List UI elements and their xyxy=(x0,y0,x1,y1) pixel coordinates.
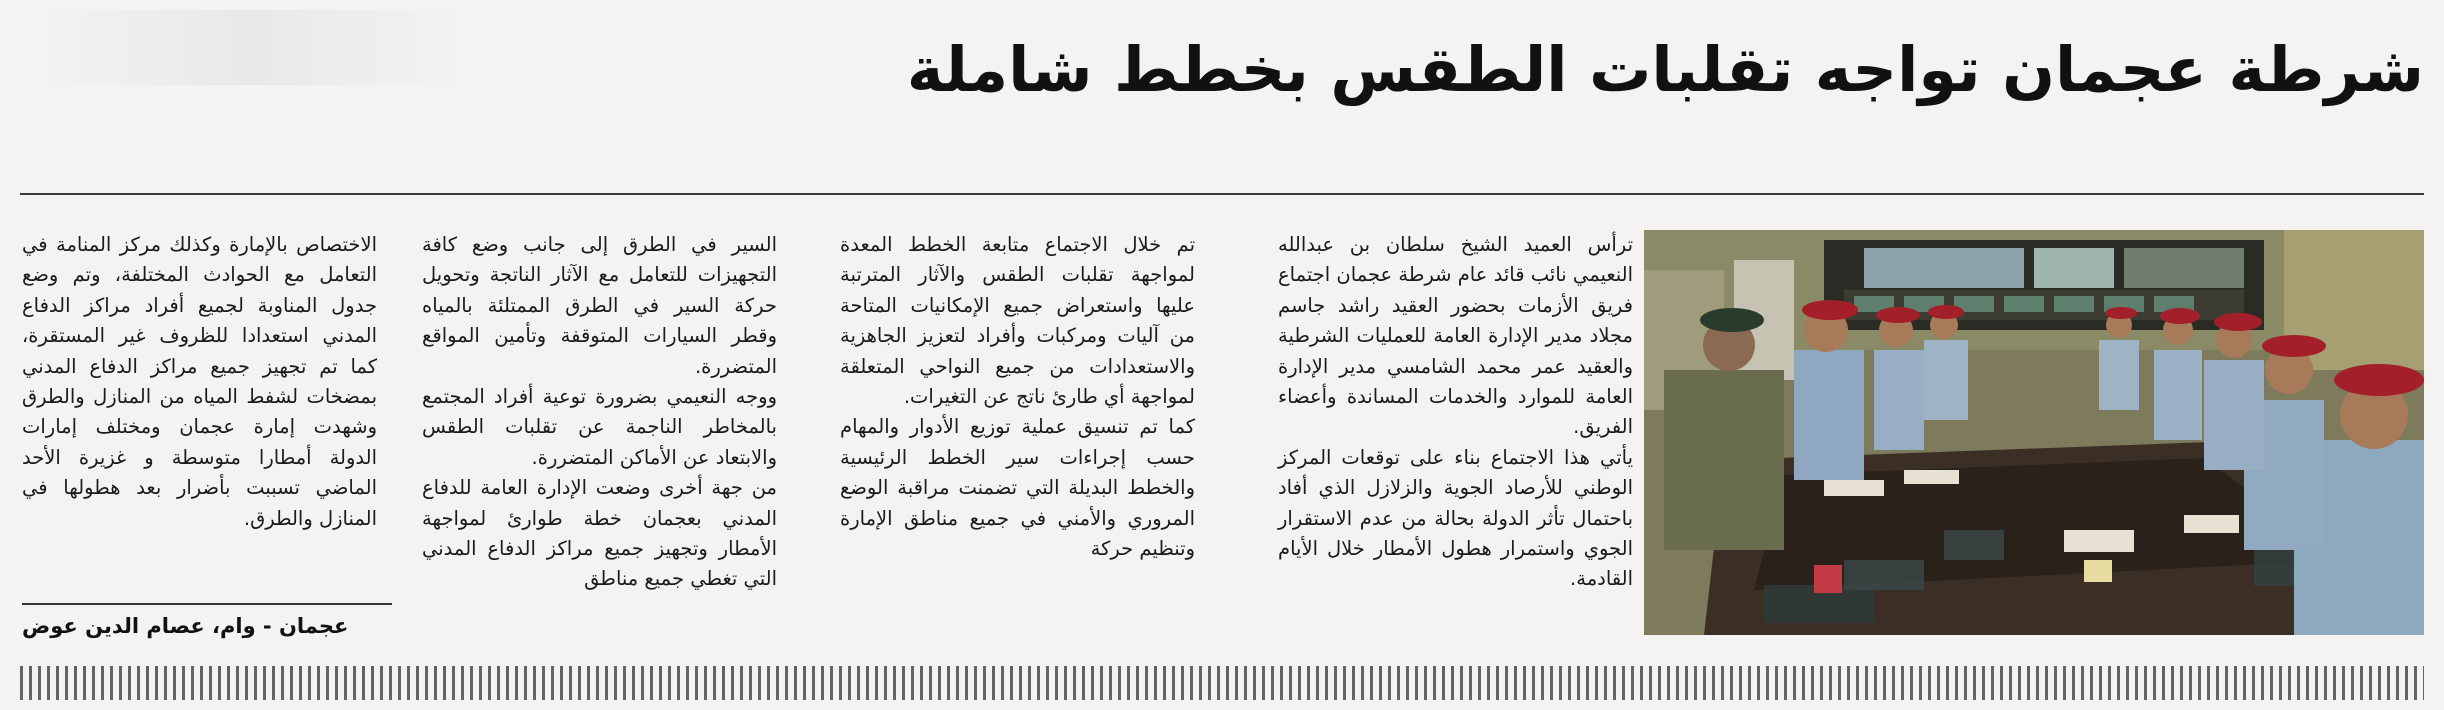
article-column-2 xyxy=(840,230,1195,564)
paragraph: من جهة أخرى وضعت الإدارة العامة للدفاع المدني بعجمان خطة طوارئ لمواجهة الأمطار وتجهيز جميع مراكز الدفاع المدني التي تغطي جميع مناطق xyxy=(422,476,777,591)
article-column-4 xyxy=(22,230,377,534)
paragraph: كما تم تنسيق عملية توزيع الأدوار والمهام حسب إجراءات سير الخطط الرئيسية والخطط البديلة التي تضمنت مراقبة الوضع المروري والأمني في جميع مناطق الإمارة وتنظيم حركة xyxy=(840,415,1195,561)
headline-rule xyxy=(20,193,2424,195)
paragraph: يأتي هذا الاجتماع بناء على توقعات المركز الوطني للأرصاد الجوية والزلازل الذي أفاد باحتمال تأثر الدولة بحالة من عدم الاستقرار الجوي واستمرار هطول الأمطار خلال الأيام القادمة. xyxy=(1278,445,1633,591)
paragraph: السير في الطرق إلى جانب وضع كافة التجهيزات للتعامل مع الآثار الناتجة وتحويل حركة السير في الطرق الممتلئة بالمياه وقطر السيارات المتوقفة وتأمين المواقع المتضررة. xyxy=(422,233,777,378)
article-byline: عجمان - وام، عصام الدين عوض xyxy=(22,614,349,638)
paragraph: تم خلال الاجتماع متابعة الخطط المعدة لمواجهة تقلبات الطقس والآثار المترتبة عليها واستعراض جميع الإمكانيات المتاحة من آليات ومركبات وأفراد لتعزيز الجاهزية والاستعدادات من جميع النواحي المتعلقة لمواجهة أي طارئ ناتج عن التغيرات. xyxy=(840,233,1195,409)
paragraph: الاختصاص بالإمارة وكذلك مركز المنامة في التعامل مع الحوادث المختلفة، وتم وضع جدول المناوبة لجميع أفراد مراكز الدفاع المدني استعدادا للظروف غير المستقرة، كما تم تجهيز جميع مراكز الدفاع المدني بمضخات لشفط المياه من المنازل والطرق وشهدت إمارة عجمان ومختلف إمارات الدولة أمطارا متوسطة و غزيرة الأحد الماضي تسببت بأضرار بعد هطولها في المنازل والطرق. xyxy=(22,233,377,530)
meeting-photo-svg xyxy=(1644,230,2424,635)
article-column-3 xyxy=(422,230,777,595)
paragraph: ترأس العميد الشيخ سلطان بن عبدالله النعيمي نائب قائد عام شرطة عجمان اجتماع فريق الأزمات بحضور العقيد راشد جاسم مجلاد مدير الإدارة العامة للعمليات الشرطية والعقيد عمر محمد الشامسي مدير الإدارة العامة للموارد والخدمات المساندة وأعضاء الفريق. xyxy=(1278,233,1633,439)
article-headline: شرطة عجمان تواجه تقلبات الطقس بخطط شاملة xyxy=(906,33,2424,106)
paragraph: ووجه النعيمي بضرورة توعية أفراد المجتمع بالمخاطر الناجمة عن تقلبات الطقس والابتعاد عن الأماكن المتضررة. xyxy=(422,385,777,469)
byline-rule xyxy=(22,603,392,605)
article-column-1 xyxy=(1278,230,1633,595)
bottom-barcode-strip xyxy=(20,666,2424,700)
masthead-faint-strip xyxy=(40,10,460,85)
article-photo xyxy=(1644,230,2424,635)
